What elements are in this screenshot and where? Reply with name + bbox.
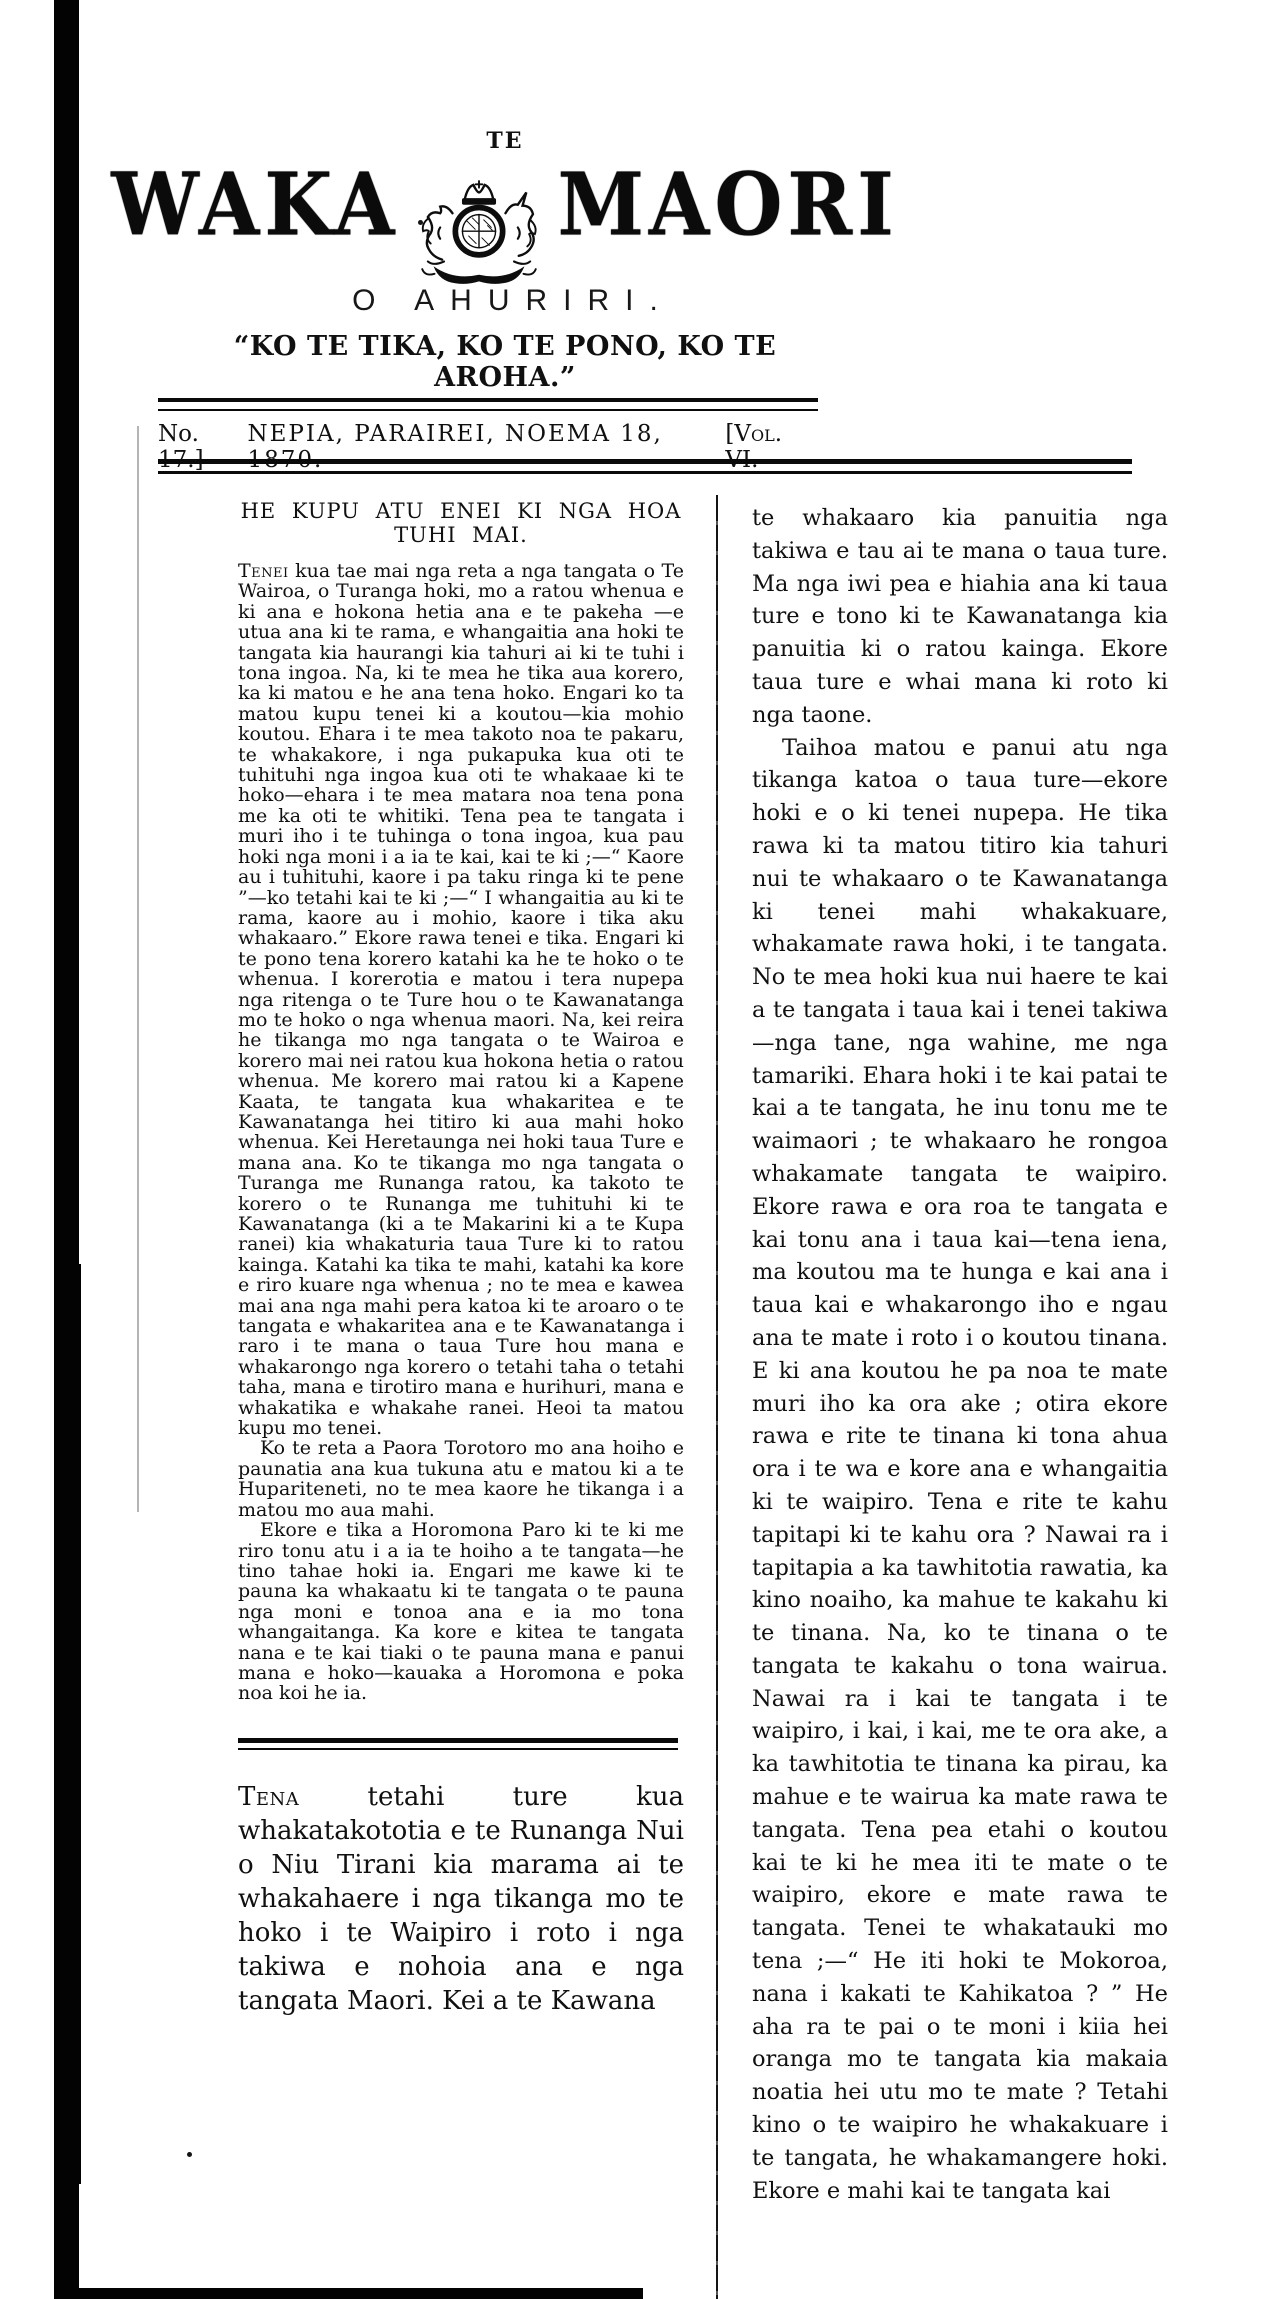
masthead-title-word-waka: WAKA (111, 155, 400, 256)
volume-number: [Vol. VI. (725, 421, 783, 473)
left-column (238, 497, 684, 2018)
article-heading-line2: TUHI MAI. (394, 523, 528, 547)
double-rule-above-dateline (158, 398, 818, 411)
masthead-subtitle: O AHURIRI. (352, 284, 674, 317)
page-fold-line (137, 426, 139, 1512)
masthead-overline: TE (486, 128, 524, 154)
column-divider-rule (716, 495, 718, 2299)
double-rule-below-dateline (158, 459, 1132, 474)
scan-bottom-edge-bar (55, 2288, 643, 2299)
masthead-motto: “KO TE TIKA, KO TE PONO, KO TE AROHA.” (233, 331, 777, 393)
section-divider-rule (238, 1738, 678, 1750)
royal-coat-of-arms-icon (408, 178, 550, 292)
left-paragraph-4 (238, 1780, 684, 2018)
place-date-text: NEPIA, PARAIREI, NOEMA 18, 1870. (247, 421, 663, 473)
right-column (752, 502, 1168, 2207)
paragraph-lead-word: Tenei (238, 560, 289, 582)
article-heading (238, 499, 684, 547)
masthead-title (111, 155, 899, 292)
right-paragraph-1: te whakaaro kia panuitia nga takiwa e tau ai te mana o taua ture. Ma nga iwi pea e hiahia ana ki taua ture e tono ki te Kawanatanga kia panuitia ki o ratou kainga. Ekore taua ture e whai mana ki roto ki nga taone. (752, 505, 1168, 728)
left-paragraph-2: Ko te reta a Paora Torotoro mo ana hoiho e paunatia ana kua tukuna atu e matou ki a te Hupariteneti, no te mea kaore he tikanga i a matou mo aua mahi. (238, 1437, 684, 1521)
ink-speck (187, 2152, 192, 2157)
scan-left-edge-bar (54, 0, 79, 2299)
paragraph-lead-word: Tena (238, 1781, 300, 1812)
left-paragraph-1 (238, 561, 684, 1438)
right-paragraph-2: Taihoa matou e panui atu nga tikanga katoa o taua ture—ekore hoki e o ki tenei nupepa. He tika rawa ki ta matou titiro kia tahuri nui te whakaaro o te Kawanatanga ki tenei mahi whakakuare, whakamate rawa hoki, i te tangata. No te mea hoki kua nui haere te kai a te tangata i taua kai i tenei takiwa —nga tane, nga wahine, me nga tamariki. Ehara hoki i te kai patai te kai a te tangata, he inu tonu me te waimaori ; te whakaaro he rongoa whakamate tangata te waipiro. Ekore rawa e ora roa te tangata e kai tonu ana i taua kai—tena iena, ma koutou ma te hunga e kai ana i taua kai e whakarongo iho e ngau ana te mate i roto i o koutou tinana. E ki ana koutou he pa noa te mate muri iho ka ora ake ; otira ekore rawa e rite te tinana ki tona ahua ora i te wa e kore ana e whangaitia ki te waipiro. Tena e rite te kahu tapitapi ki te kahu ora ? Nawai ra i tapitapia a ka tawhitotia rawatia, ka kino noaiho, ka mahue te kakahu ki te tinana. Na, ko te tinana o te tangata te kakahu o tona wairua. Nawai ra i kai te tangata i te waipiro, i kai, i kai, me te ora ake, a ka tawhitotia te tinana ka pirau, ka mahue e te wairua ka mate rawa te tangata. Tena pea etahi o koutou kai te ki he mea iti te mate o te waipiro, ekore e mate rawa te tangata. Tenei te whakatauki mo tena ;—“ He iti hoki te Mokoroa, nana i kakati te Kahikatoa ? ” He aha ra te pai o te moni i kiia hei oranga mo te tangata kia makaia noatia hei utu mo te mate ? Tetahi kino o te waipiro he whakakuare i te tangata, he whakamangere hoki. Ekore e mahi kai te tangata kai (752, 734, 1168, 2204)
issue-number: No. 17.] (158, 421, 204, 473)
article-heading-line1: HE KUPU ATU ENEI KI NGA HOA (240, 499, 682, 523)
masthead-title-word-maori: MAORI (557, 155, 899, 256)
left-paragraph-3: Ekore e tika a Horomona Paro ki te ki me riro tonu atu i a ia te hoiho a te tangata—he tino tahae hoki ia. Engari me kawe ki te pauna ka whakaatu ki te tangata o te pauna nga moni e tonoa ana e ia mo tona whangaitanga. Ka kore e kitea te tangata nana e te kai tiaki o te pauna mana e panui mana e hoko—kauaka a Horomona e poka noa koi he ia. (238, 1519, 684, 1705)
paragraph-text: tetahi ture kua whakatakototia e te Runanga Nui o Niu Tirani kia marama ai te whakahaere i nga tikanga mo te hoko i te Waipiro i roto i nga takiwa e nohoia ana e nga tangata Maori. Kei a te Kawana (238, 1781, 684, 2016)
paragraph-text: kua tae mai nga reta a nga tangata o Te Wairoa, o Turanga hoki, mo a ratou whenua e ki ana e hokona hetia ana e te pakeha —e utua ana ki te rama, e whangaitia ana hoki te tangata kia haurangi kia tahuri ai ki te tuhi i tona ingoa. Na, ki te mea he tika aua korero, ka ki matou e he ana tena hoko. Engari ko ta matou kupu tenei ki a koutou—kia mohio koutou. Ehara i te mea takoto noa te pakaru, te whakakore, i nga pukapuka kua oti te tuhituhi nga ingoa kua oti te whakaae ki te hoko—ehara i te mea matara noa tena pona me ka oti te whitiki. Tena pea te tangata i muri iho i te tuhinga o tona ingoa, kua pau hoki nga moni i a ia te kai, kai te ki ;—“ Kaore au i tuhituhi, kaore i pa taku ringa ki te pene ”—ko tetahi kai te ki ;—“ I whangaitia au ki te rama, kaore au i mohio, kaore i tika aku whakaaro.” Ekore rawa tenei e tika. Engari ki te pono tena korero katahi ka he te hoko o te whenua. I korerotia e matou i tera nupepa nga ritenga o te Ture hou o te Kawanatanga mo te hoko o nga whenua maori. Na, kei reira he tikanga mo nga tangata o te Wairoa e korero mai nei ratou kua hokona hetia o ratou whenua. Me korero mai ratou ki a Kapene Kaata, te tangata kua whakaritea e te Kawanatanga hei titiro ki aua mahi hoko whenua. Kei Heretaunga nei hoki taua Ture e mana ana. Ko te tikanga mo nga tangata o Turanga me Runanga ratou, ka takoto te korero o te Runanga me tuhituhi ki te Kawanatanga (ki a te Makarini ki a te Kupa ranei) kia whakaturia taua Ture ki to ratou kainga. Katahi ka tika te mahi, katahi ka kore e riro kuare nga whenua ; no te mea e kawea mai ana nga mahi pera katoa ki te aroaro o te tangata e whakaritea ana e te Kawanatanga i raro i te mana o taua Ture hou mana e whakarongo nga korero o tetahi taha o tetahi taha, mana e tirotiro mana e hurihuri, mana e whakatika e whakahe ranei. Heoi ta matou kupu mo tenei. (238, 560, 684, 1440)
